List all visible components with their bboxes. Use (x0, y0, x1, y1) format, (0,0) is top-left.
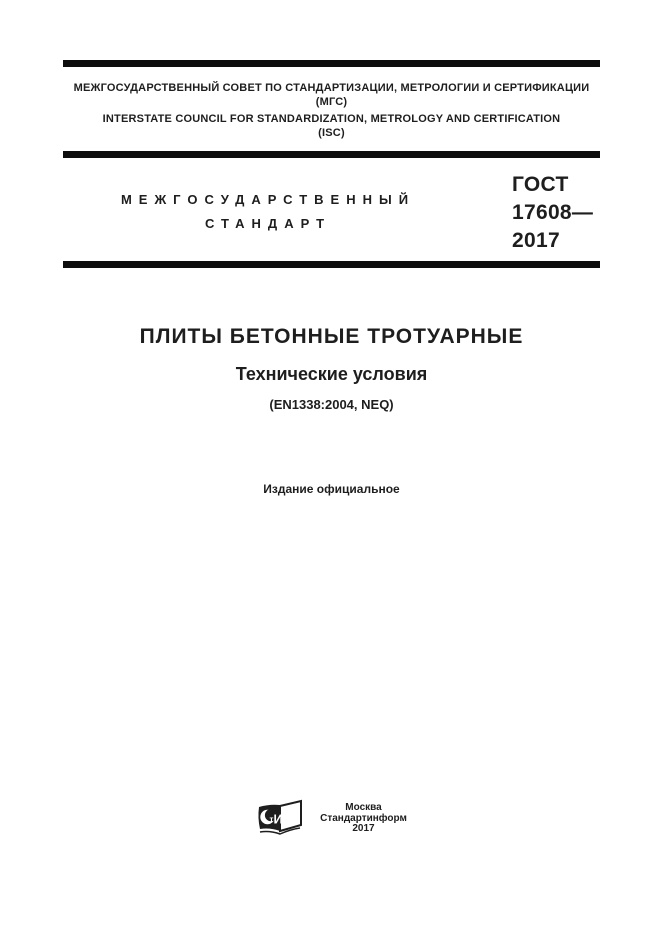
edition-note: Издание официальное (263, 482, 400, 496)
document-subtitle: Технические условия (235, 364, 428, 384)
svg-text:И: И (273, 811, 283, 827)
international-reference: (EN1338:2004, NEQ) (269, 397, 394, 412)
designation-line2: 17608— (512, 201, 594, 224)
svg-text:т: т (269, 815, 274, 824)
council-name-ru: МЕЖГОСУДАРСТВЕННЫЙ СОВЕТ ПО СТАНДАРТИЗАЦИИ, МЕТРОЛОГИИ И СЕРТИФИКАЦИИ (73, 82, 590, 94)
imprint-publisher: Стандартинформ (320, 812, 407, 824)
standard-designation (512, 171, 593, 255)
council-abbr-ru: (МГС) (315, 96, 348, 108)
horizontal-rule-top (63, 60, 600, 67)
standard-type-line1: МЕЖГОСУДАРСТВЕННЫЙ (120, 192, 416, 207)
designation-line1: ГОСТ (512, 173, 569, 196)
horizontal-rule-band-bottom (63, 261, 600, 268)
standard-type-label (63, 188, 473, 236)
document-title: ПЛИТЫ БЕТОННЫЕ ТРОТУАРНЫЕ (139, 325, 524, 348)
imprint-year: 2017 (352, 823, 375, 835)
standartinform-logo-icon (256, 799, 304, 839)
standard-type-line2: СТАНДАРТ (204, 216, 332, 231)
horizontal-rule-band-top (63, 151, 600, 158)
council-name-en: INTERSTATE COUNCIL FOR STANDARDIZATION, METROLOGY AND CERTIFICATION (102, 113, 561, 125)
imprint-text (320, 803, 407, 835)
imprint-block (63, 799, 600, 839)
designation-line3: 2017 (512, 229, 560, 252)
council-abbr-en: (ISC) (318, 127, 345, 139)
imprint-city: Москва (345, 802, 382, 814)
